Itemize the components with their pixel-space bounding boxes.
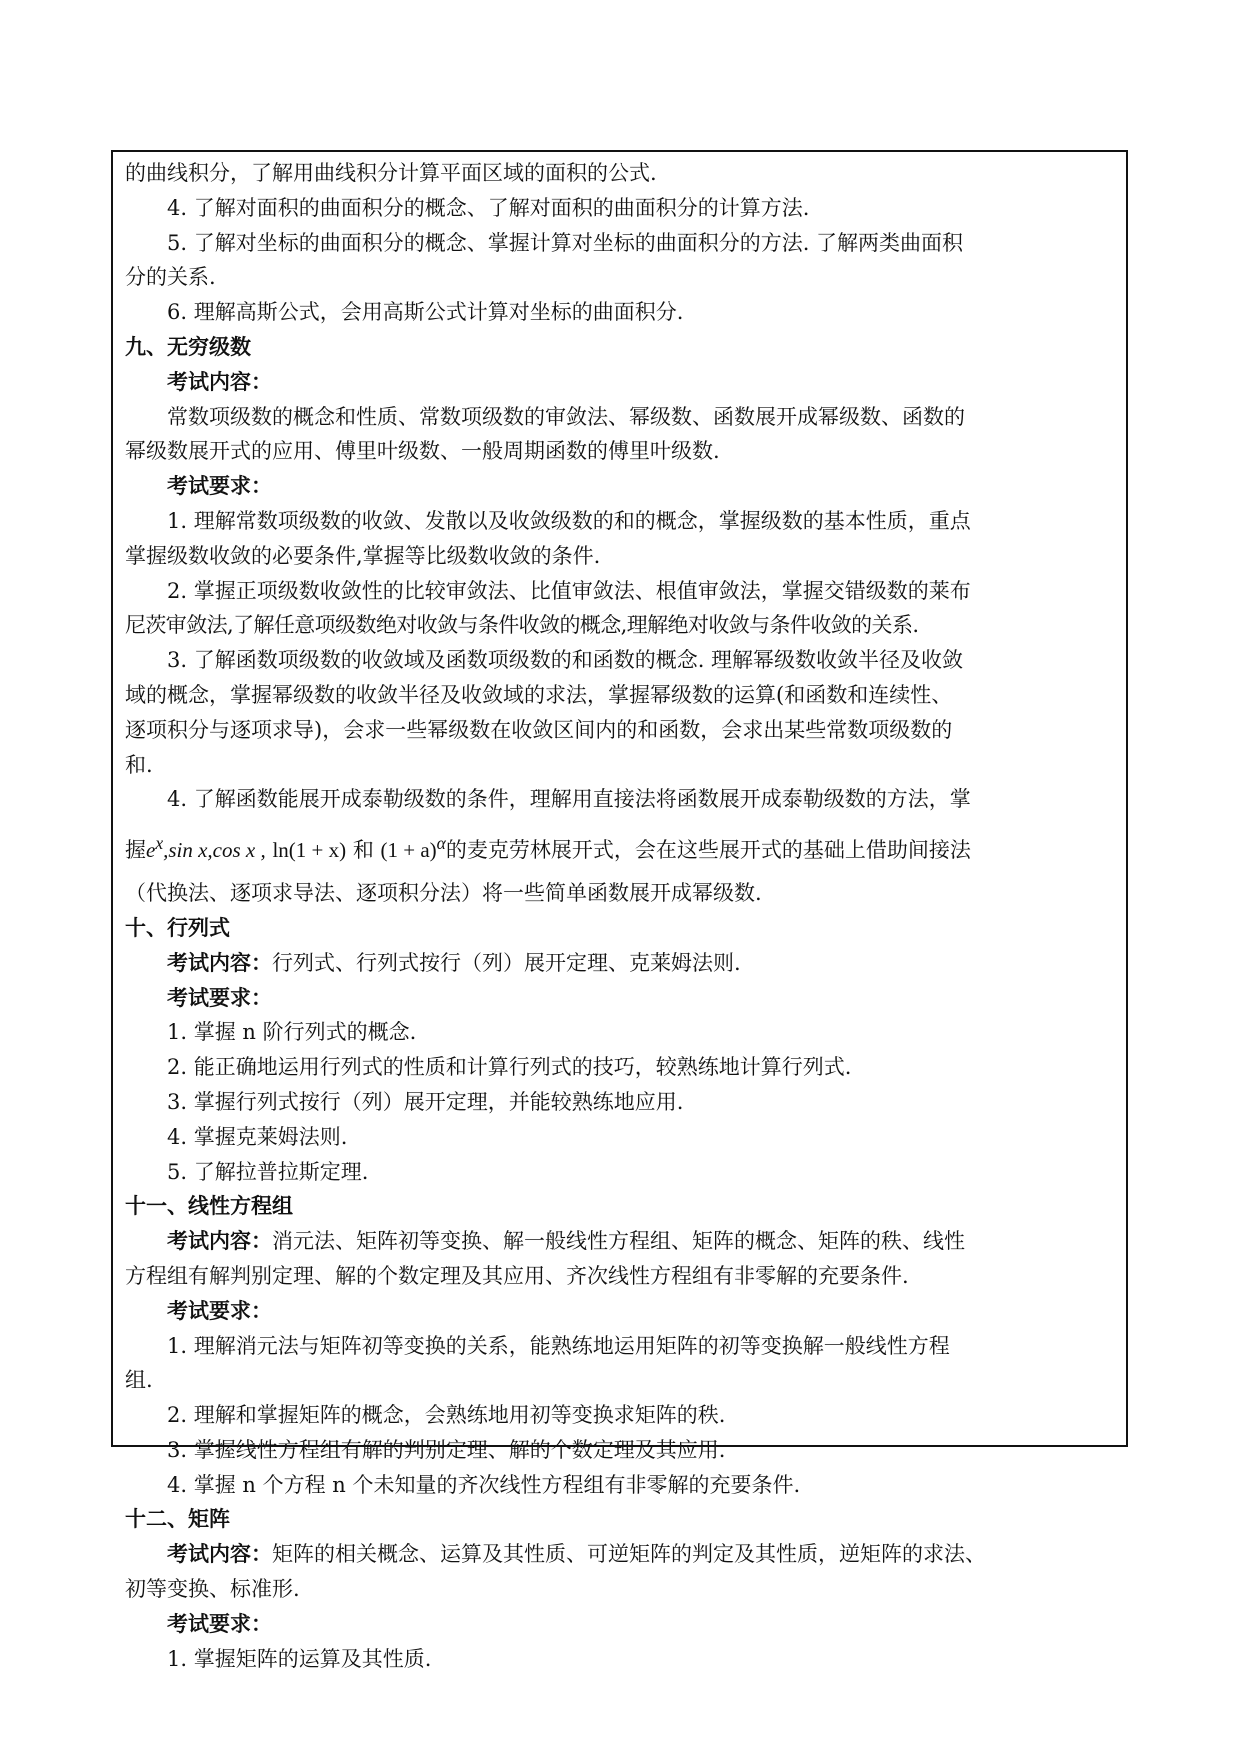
math-e-x: $e^x$ [146, 833, 164, 863]
text-fragment: 的麦克劳林展开式，会在这些展开式的基础上借助间接法 [445, 838, 971, 863]
text-line: 掌握级数收敛的必要条件,掌握等比级数收敛的条件. [125, 543, 601, 568]
subheading: 考试要求： [167, 1297, 272, 1323]
text-line: 3. 掌握线性方程组有解的判别定理、解的个数定理及其应用. [167, 1437, 726, 1462]
text-line: 的曲线积分，了解用曲线积分计算平面区域的面积的公式. [125, 161, 657, 185]
subheading: 考试要求： [167, 473, 272, 499]
text-line [125, 1537, 1120, 1572]
text-line: 6. 理解高斯公式，会用高斯公式计算对坐标的曲面积分. [167, 300, 684, 325]
subheading: 考试要求： [167, 984, 272, 1010]
text-line: 2. 理解和掌握矩阵的概念，会熟练地用初等变换求矩阵的秩. [167, 1403, 726, 1428]
text-line: 常数项级数的概念和性质、常数项级数的审敛法、幂级数、函数展开成幂级数、函数的 [167, 404, 965, 429]
section-heading: 十、行列式 [125, 914, 230, 940]
text-line: 4. 了解对面积的曲面积分的概念、了解对面积的曲面积分的计算方法. [167, 195, 810, 220]
text-line: 逐项积分与逐项求导)，会求一些幂级数在收敛区间内的和函数，会求出某些常数项级数的 [125, 717, 953, 742]
math-power: $(1 + a)^\alpha$ [380, 833, 446, 863]
text-line: 初等变换、标准形. [125, 1577, 300, 1602]
subheading: 考试内容： [167, 949, 272, 975]
text-line: 和. [125, 752, 153, 777]
math-ln: ln(1 + x) [272, 838, 347, 863]
section-heading: 十二、矩阵 [125, 1506, 230, 1532]
text-line: 2. 掌握正项级数收敛性的比较审敛法、比值审敛法、根值审敛法，掌握交错级数的莱布 [167, 578, 971, 603]
text-line: 幂级数展开式的应用、傅里叶级数、一般周期函数的傅里叶级数. [125, 439, 720, 464]
text-line: 组. [125, 1368, 153, 1393]
text-line: 4. 掌握克莱姆法则. [167, 1124, 348, 1149]
text-fragment: 矩阵的相关概念、运算及其性质、可逆矩阵的判定及其性质，逆矩阵的求法、 [272, 1542, 986, 1567]
section-heading: 十一、线性方程组 [125, 1193, 293, 1219]
text-fragment: 行列式、行列式按行（列）展开定理、克莱姆法则. [272, 950, 741, 975]
math-sin-cos: ,sin x,cos x , [163, 838, 266, 863]
text-line: 1. 理解常数项级数的收敛、发散以及收敛级数的和的概念，掌握级数的基本性质，重点 [167, 508, 971, 533]
text-line: 尼茨审敛法,了解任意项级数绝对收敛与条件收敛的概念,理解绝对收敛与条件收敛的关系. [125, 613, 919, 638]
document-body [125, 156, 1120, 1676]
text-line: 3. 掌握行列式按行（列）展开定理，并能较熟练地应用. [167, 1089, 684, 1114]
text-line: 域的概念，掌握幂级数的收敛半径及收敛域的求法，掌握幂级数的运算(和函数和连续性、 [125, 682, 953, 707]
text-line: 分的关系. [125, 265, 216, 290]
text-fragment: 和 [352, 838, 374, 863]
text-line: 4. 了解函数能展开成泰勒级数的条件，理解用直接法将函数展开成泰勒级数的方法，掌 [167, 787, 971, 812]
text-line: 3. 了解函数项级数的收敛域及函数项级数的和函数的概念. 理解幂级数收敛半径及收敛 [167, 648, 964, 673]
subheading: 考试内容： [167, 1228, 272, 1254]
text-line: 1. 掌握 n 阶行列式的概念. [167, 1020, 417, 1045]
text-line: 5. 了解对坐标的曲面积分的概念、掌握计算对坐标的曲面积分的方法. 了解两类曲面积 [167, 230, 964, 255]
subheading: 考试要求： [167, 1610, 272, 1636]
text-line: 2. 能正确地运用行列式的性质和计算行列式的技巧，较熟练地计算行列式. [167, 1055, 852, 1080]
section-heading: 九、无穷级数 [125, 333, 251, 359]
text-line: 4. 掌握 n 个方程 n 个未知量的齐次线性方程组有非零解的充要条件. [167, 1472, 801, 1497]
text-line: 1. 掌握矩阵的运算及其性质. [167, 1646, 432, 1671]
text-line: 5. 了解拉普拉斯定理. [167, 1159, 369, 1184]
text-line: 方程组有解判别定理、解的个数定理及其应用、齐次线性方程组有非零解的充要条件. [125, 1263, 909, 1288]
text-line [125, 1224, 1120, 1259]
text-fragment: 握 [125, 838, 146, 863]
text-fragment: 消元法、矩阵初等变换、解一般线性方程组、矩阵的概念、矩阵的秩、线性 [272, 1229, 965, 1254]
text-line: （代换法、逐项求导法、逐项积分法）将一些简单函数展开成幂级数. [125, 881, 762, 906]
subheading: 考试内容： [167, 1541, 272, 1567]
subheading: 考试内容： [167, 368, 272, 394]
text-line [125, 946, 1120, 981]
formula-line [125, 817, 1120, 876]
text-line: 1. 理解消元法与矩阵初等变换的关系，能熟练地运用矩阵的初等变换解一般线性方程 [167, 1333, 950, 1358]
